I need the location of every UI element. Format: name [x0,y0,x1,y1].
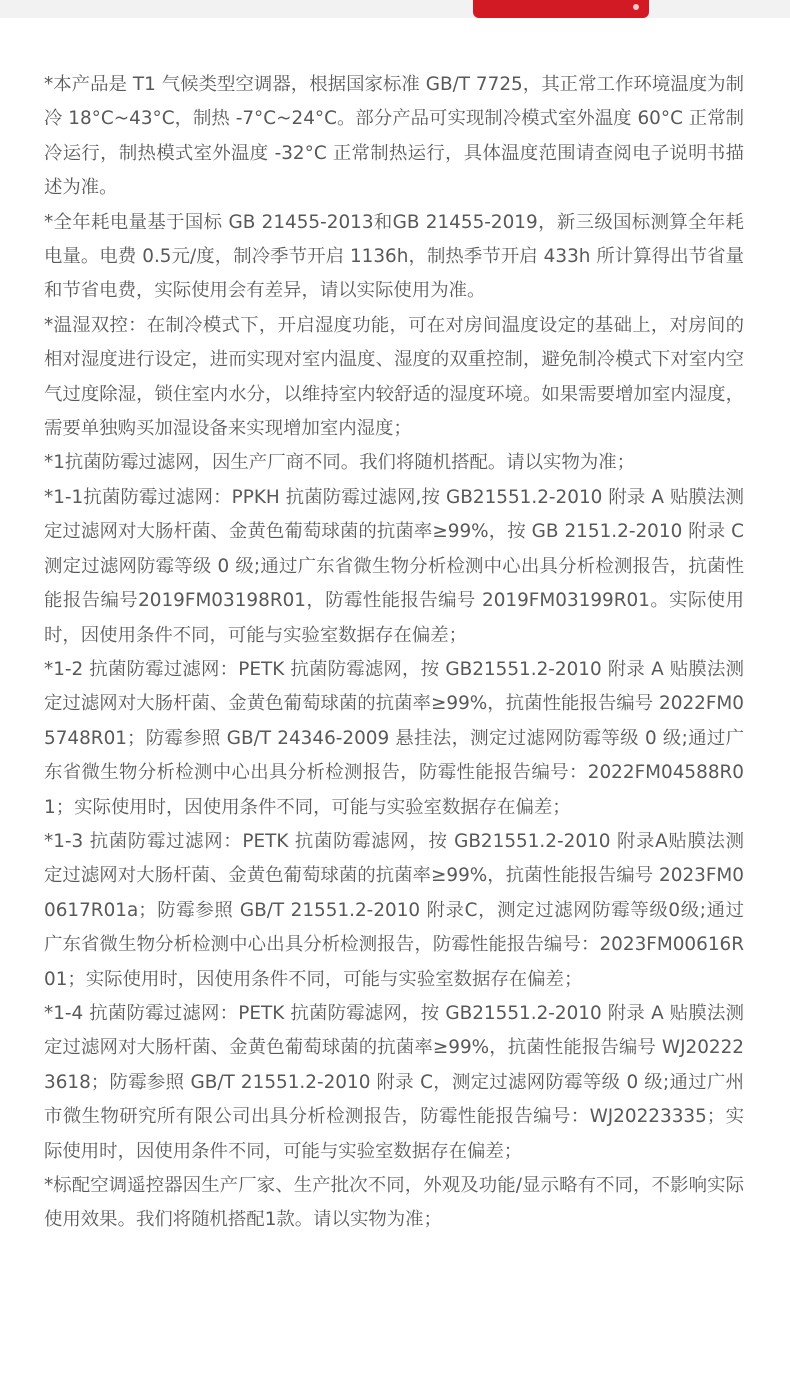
top-banner-strip [0,0,790,18]
disclaimer-notes [44,68,744,1238]
note-temperature-humidity-control: *温湿双控：在制冷模式下，开启湿度功能，可在对房间温度设定的基础上，对房间的相对湿度进行设定，进而实现对室内温度、湿度的双重控制，避免制冷模式下对室内空气过度除湿，锁住室内水分，以维持室内较舒适的湿度环境。如果需要增加室内湿度，需要单独购买加湿设备来实现增加室内湿度； [44,314,744,440]
note-climate-type: *本产品是 T1 气候类型空调器，根据国家标准 GB/T 7725，其正常工作环境温度为制冷 18°C~43°C，制热 -7°C~24°C。部分产品可实现制冷模式室外温度 60°C 正常制冷运行，制热模式室外温度 -32°C 正常制热运行，具体温度范围请查阅电子说明书描述为准。 [44,74,744,199]
note-annual-power-consumption: *全年耗电量基于国标 GB 21455-2013和GB 21455-2019，新三级国标测算全年耗电量。电费 0.5元/度，制冷季节开启 1136h，制热季节开启 433h 所计算得出节省量和节省电费，实际使用会有差异，请以实际使用为准。 [44,211,744,302]
note-filter-random-match: *1抗菌防霉过滤网，因生产厂商不同。我们将随机搭配。请以实物为准； [44,452,636,474]
note-filter-1-3: *1-3 抗菌防霉过滤网：PETK 抗菌防霉滤网，按 GB21551.2-2010 附录A贴膜法测定过滤网对大肠杆菌、金黄色葡萄球菌的抗菌率≥99%，抗菌性能报告编号 2023FM00617R01a；防霉参照 GB/T 21551.2-2010 附录C，测定过滤网防霉等级0级;通过广东省微生物分析检测中心出具分析检测报告，防霉性能报告编号：2023FM00616R01；实际使用时，因使用条件不同，可能与实验室数据存在偏差； [44,830,744,990]
note-filter-1-2: *1-2 抗菌防霉过滤网：PETK 抗菌防霉滤网，按 GB21551.2-2010 附录 A 贴膜法测定过滤网对大肠杆菌、金黄色葡萄球菌的抗菌率≥99%，抗菌性能报告编号 2022FM05748R01；防霉参照 GB/T 24346-2009 悬挂法，测定过滤网防霉等级 0 级;通过广东省微生物分析检测中心出具分析检测报告，防霉性能报告编号：2022FM04588R01；实际使用时，因使用条件不同，可能与实验室数据存在偏差； [44,658,744,818]
note-filter-1-1: *1-1抗菌防霉过滤网：PPKH 抗菌防霉过滤网,按 GB21551.2-2010 附录 A 贴膜法测定过滤网对大肠杆菌、金黄色葡萄球菌的抗菌率≥99%，按 GB 2151.2-2010 附录 C 测定过滤网防霉等级 0 级;通过广东省微生物分析检测中心出具分析检测报告，抗菌性能报告编号2019FM03198R01，防霉性能报告编号 2019FM03199R01。实际使用时，因使用条件不同，可能与实验室数据存在偏差； [44,486,744,646]
note-filter-1-4: *1-4 抗菌防霉过滤网：PETK 抗菌防霉滤网，按 GB21551.2-2010 附录 A 贴膜法测定过滤网对大肠杆菌、金黄色葡萄球菌的抗菌率≥99%，抗菌性能报告编号 WJ202223618；防霉参照 GB/T 21551.2-2010 附录 C，测定过滤网防霉等级 0 级;通过广州市微生物研究所有限公司出具分析检测报告，防霉性能报告编号：WJ20223335；实际使用时，因使用条件不同，可能与实验室数据存在偏差； [44,1002,744,1162]
product-image-edge [473,0,649,18]
product-highlight-mark [633,4,639,10]
note-remote-control: *标配空调遥控器因生产厂家、生产批次不同，外观及功能/显示略有不同，不影响实际使用效果。我们将随机搭配1款。请以实物为准； [44,1175,744,1231]
